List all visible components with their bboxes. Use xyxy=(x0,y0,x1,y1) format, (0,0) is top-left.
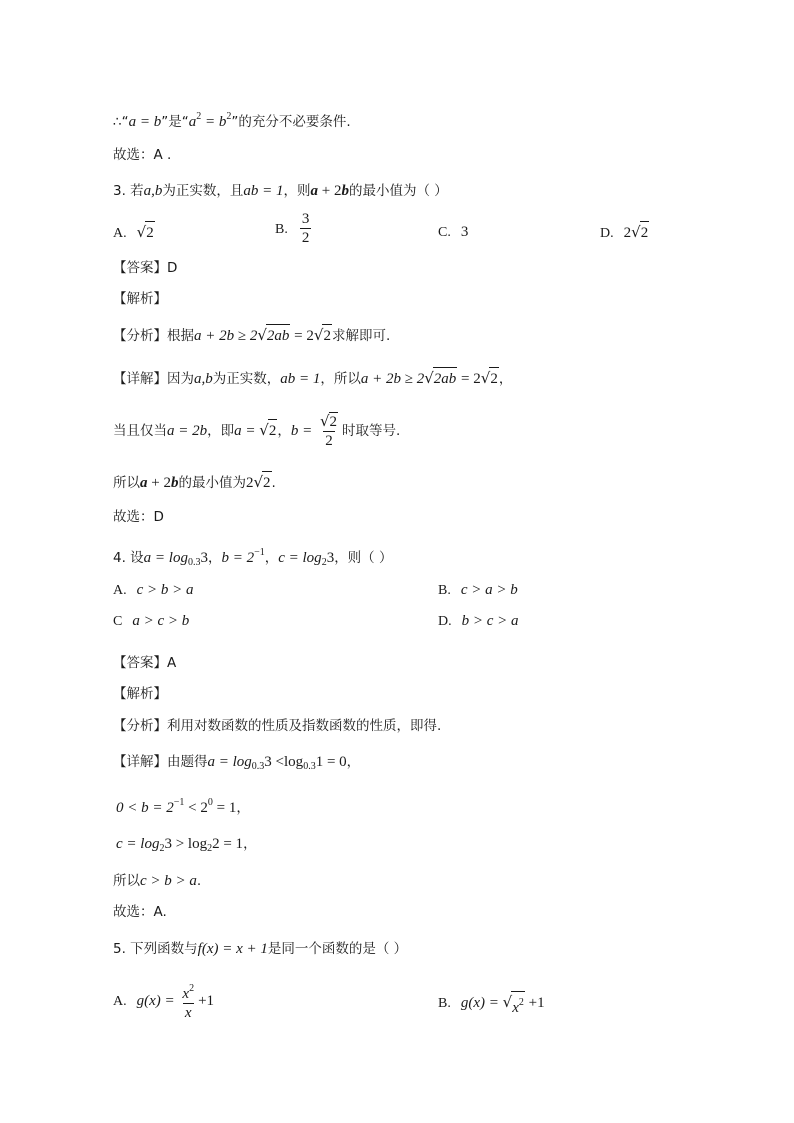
math: a xyxy=(310,183,319,199)
math: 3 <log xyxy=(264,754,304,770)
math: < 2 xyxy=(184,800,208,816)
math-sup: 2 xyxy=(226,111,232,122)
radicand: 2ab xyxy=(433,367,458,390)
math: g(x) = xyxy=(136,993,179,1009)
radicand: 2 xyxy=(489,367,499,390)
answer-value: A xyxy=(167,655,177,671)
option-b xyxy=(275,210,313,247)
math-sub: 2 xyxy=(207,843,213,854)
math-sub: 2 xyxy=(321,557,327,568)
analysis-4 xyxy=(113,715,441,737)
math: + 2 xyxy=(147,475,171,491)
answer-choice-line: 故选：A . xyxy=(113,147,172,163)
question-4 xyxy=(113,542,392,574)
math: = 2 xyxy=(457,371,481,387)
text: ，则（ ） xyxy=(334,550,393,566)
math: a xyxy=(188,114,197,130)
option-label: B. xyxy=(438,996,451,1011)
option-d: D. 2 √ 2 xyxy=(600,221,649,245)
text: 当且仅当 xyxy=(113,423,167,439)
math: b = 2 xyxy=(221,550,255,566)
math: a = b xyxy=(128,114,162,130)
denominator: 2 xyxy=(301,230,310,246)
option-a xyxy=(113,980,214,1022)
numerator: x xyxy=(182,986,190,1002)
minimum-3: 所以a + 2b的最小值为2 √ 2 . xyxy=(113,471,276,494)
radicand: x xyxy=(512,1000,519,1016)
math: a = xyxy=(234,423,260,439)
math-sub: 0.3 xyxy=(187,557,201,568)
radicand: 2ab xyxy=(266,324,291,347)
option-c xyxy=(438,221,468,244)
answer-3 xyxy=(113,257,177,279)
denominator: x xyxy=(184,1005,192,1021)
math: g(x) = xyxy=(460,995,503,1011)
math-sub: 2 xyxy=(159,843,165,854)
math-sup: 2 xyxy=(189,983,195,994)
math: 2 = 1 xyxy=(212,836,244,852)
option-d xyxy=(438,610,519,633)
text: ， xyxy=(264,550,279,566)
math: a + 2b ≥ 2 xyxy=(360,371,425,387)
option-b: B. g(x) = √ $x^2$ +1 xyxy=(438,991,545,1019)
question-number: 4. 设 xyxy=(113,550,144,566)
math: +1 xyxy=(524,995,545,1011)
text: ， xyxy=(346,754,361,770)
text: ”是“ xyxy=(161,114,189,130)
option-label: B. xyxy=(275,221,288,237)
math: 1 = 0 xyxy=(315,754,347,770)
math: b = xyxy=(290,423,316,439)
text: . xyxy=(271,475,276,491)
question-number: 3. 若 xyxy=(113,183,144,199)
text: ， xyxy=(498,371,513,387)
math: b xyxy=(170,475,179,491)
math: a + 2b ≥ 2 xyxy=(194,328,258,344)
text: 所以 xyxy=(113,873,140,889)
text: 的最小值为 xyxy=(178,475,246,491)
math: ab = 1 xyxy=(280,371,321,387)
radicand: 2 xyxy=(145,221,155,244)
answer-4 xyxy=(113,652,176,674)
question-5 xyxy=(113,938,407,960)
math: = b xyxy=(201,114,227,130)
question-3 xyxy=(113,180,448,202)
text: ”的充分不必要条件. xyxy=(231,114,351,130)
math: a = log xyxy=(143,550,188,566)
answer-choice-3: 故选：D xyxy=(113,509,164,525)
math: 3 xyxy=(200,550,208,566)
text: 的最小值为（ ） xyxy=(349,183,448,199)
option-label: D. xyxy=(438,614,452,629)
answer-value: D xyxy=(167,260,178,276)
coefficient: 2 xyxy=(245,475,254,491)
math: a,b xyxy=(194,371,213,387)
option-text: 3 xyxy=(460,224,469,240)
math: b xyxy=(341,183,350,199)
option-label: D. xyxy=(600,226,614,241)
math-sup: 0 xyxy=(207,797,213,808)
tag: 【详解】 xyxy=(113,754,167,770)
text: 求解即可. xyxy=(331,328,391,344)
numerator: 3 xyxy=(301,211,310,227)
text: . xyxy=(196,873,202,889)
math: c = log xyxy=(278,550,322,566)
text: ，即 xyxy=(207,423,235,439)
text: 为正实数，且 xyxy=(162,183,244,199)
math: = 2 xyxy=(290,328,314,344)
option-text: c > b > a xyxy=(136,582,194,598)
detail-4 xyxy=(113,751,360,778)
question-number: 5. 下列函数与 xyxy=(113,941,198,957)
option-a: A. √ 2 xyxy=(113,221,155,245)
c-range-4 xyxy=(116,833,257,860)
math: 3 > log xyxy=(164,836,208,852)
option-c xyxy=(113,610,189,633)
text: 时取等号. xyxy=(342,423,401,439)
math: a,b xyxy=(143,183,163,199)
text: ， xyxy=(236,800,250,816)
conclusion-line: ∴“a = b”是“$a^2 = b^2$”的充分不必要条件. xyxy=(113,111,351,130)
text: 为正实数， xyxy=(212,371,281,387)
tag: 【分析】 xyxy=(113,718,167,734)
numerator: 2 xyxy=(329,414,337,430)
option-label: A. xyxy=(113,994,127,1009)
option-label: C xyxy=(113,614,123,629)
answer-choice-4: 故选：A. xyxy=(113,904,167,920)
radicand: 2 xyxy=(268,419,278,442)
radicand: 2 xyxy=(640,221,650,244)
math: 3 xyxy=(326,550,335,566)
text: ， xyxy=(207,550,222,566)
tag: 【分析】 xyxy=(113,328,167,344)
option-a xyxy=(113,579,194,602)
text: 是同一个函数的是（ ） xyxy=(267,941,408,957)
text: ，所以 xyxy=(320,371,361,387)
answer-tag: 【答案】 xyxy=(113,655,167,671)
analysis-3: 【分析】根据a + 2b ≥ 2 √ 2ab = 2 √ 2 求解即可. xyxy=(113,324,390,347)
math-sub: 0.3 xyxy=(303,761,316,772)
math: + 2 xyxy=(318,183,342,199)
math: = 1 xyxy=(212,800,237,816)
radicand: 2 xyxy=(322,324,332,347)
detail-3: 【详解】因为a,b为正实数，ab = 1，所以a + 2b ≥ 2 √ 2ab = 2 √ 2 ， xyxy=(113,367,512,390)
math: a = log xyxy=(207,754,252,770)
math-sub: 0.3 xyxy=(251,761,265,772)
coefficient: 2 xyxy=(623,225,632,241)
math: 0 < b = 2 xyxy=(116,800,174,816)
text: ， xyxy=(277,423,291,439)
math: c = log xyxy=(116,836,160,852)
analysis-heading-4: 【解析】 xyxy=(113,686,167,702)
math: +1 xyxy=(198,993,215,1009)
text: 根据 xyxy=(167,328,194,344)
answer-tag: 【答案】 xyxy=(113,260,167,276)
b-range-4 xyxy=(116,792,250,819)
option-b xyxy=(438,579,518,602)
math: a = 2b xyxy=(167,423,208,439)
option-label: A. xyxy=(113,226,127,241)
text: ，则 xyxy=(283,183,311,199)
analysis-heading-3: 【解析】 xyxy=(113,291,167,307)
math-sup: −1 xyxy=(173,797,185,808)
option-text: a > c > b xyxy=(132,613,190,629)
math: c > b > a xyxy=(140,873,197,889)
denominator: 2 xyxy=(325,433,333,449)
text: 由题得 xyxy=(167,754,208,770)
equality-condition-3: 当且仅当a = 2b，即a = √ 2 ，b = √ 2 2 时取等号. xyxy=(113,412,401,449)
text: ， xyxy=(243,836,257,852)
text: 所以 xyxy=(113,475,140,491)
option-text: b > c > a xyxy=(461,613,519,629)
text: ∴“ xyxy=(113,114,129,130)
option-label: B. xyxy=(438,583,451,598)
option-label: C. xyxy=(438,225,451,240)
math: a xyxy=(140,475,148,491)
option-label: A. xyxy=(113,583,127,598)
math-sup: −1 xyxy=(254,547,265,558)
math: ab = 1 xyxy=(243,183,284,199)
tag: 【详解】 xyxy=(113,371,167,387)
radicand: 2 xyxy=(262,471,272,494)
conclusion-4 xyxy=(113,870,201,892)
text: 因为 xyxy=(167,371,194,387)
math: f(x) = x + 1 xyxy=(197,941,268,957)
option-text: c > a > b xyxy=(460,582,518,598)
text: 利用对数函数的性质及指数函数的性质，即得. xyxy=(167,718,442,734)
math-sup: 2 xyxy=(518,997,524,1008)
